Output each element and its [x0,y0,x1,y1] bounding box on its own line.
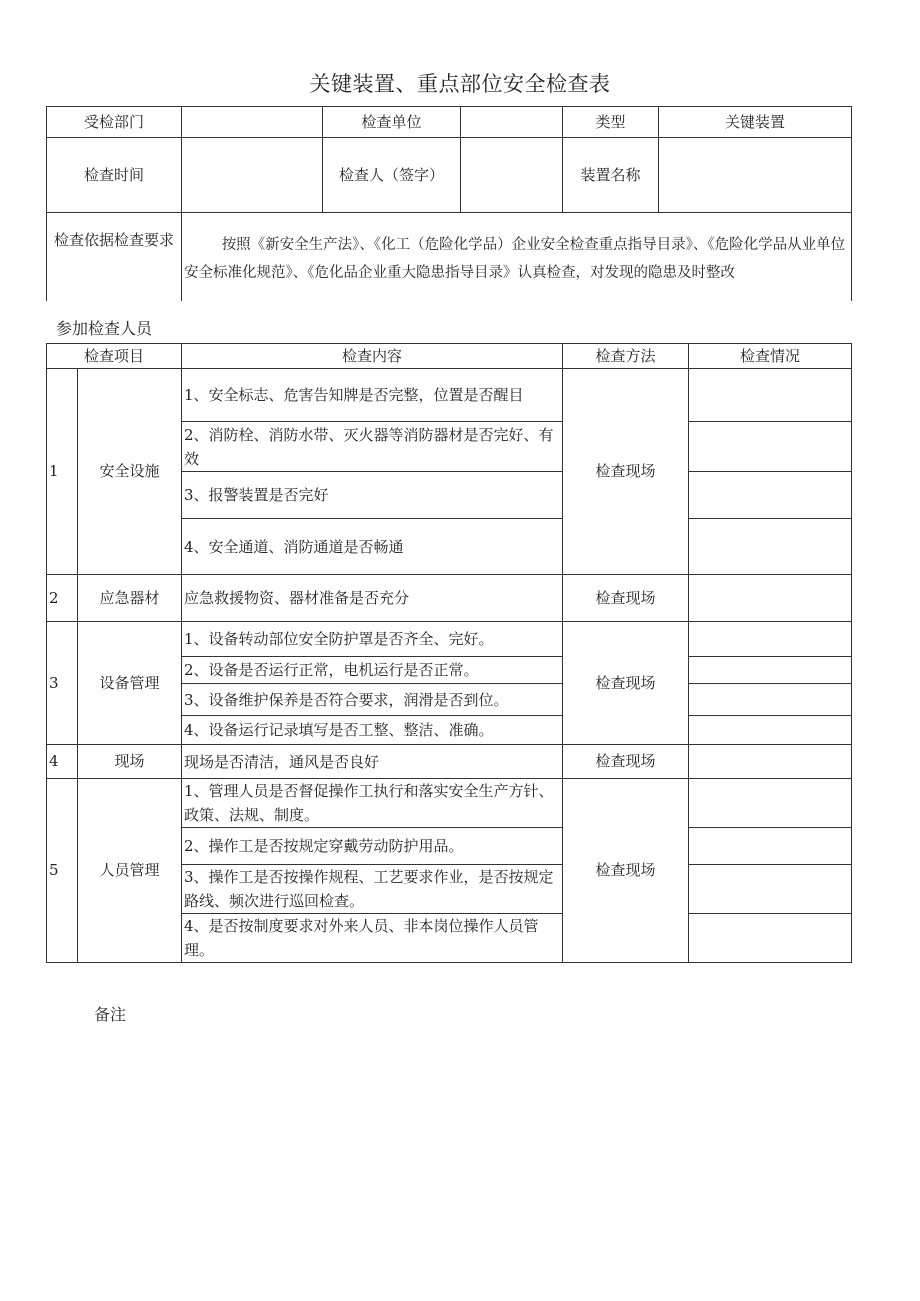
device-field[interactable] [659,138,852,213]
participants-label: 参加检查人员 [56,319,153,338]
table-row [47,369,852,422]
inspector-label: 检查人（签字） [323,138,461,213]
status-field[interactable] [689,779,852,828]
status-field[interactable] [689,519,852,575]
check-method: 检查现场 [563,745,689,779]
check-item: 现场是否清洁，通风是否良好 [182,745,563,779]
check-item: 3、报警装置是否完好 [182,472,563,519]
check-item: 4、是否按制度要求对外来人员、非本岗位操作人员管理。 [182,914,563,963]
section-name: 应急器材 [78,575,182,622]
basis-label: 检查依据检查要求 [47,213,182,302]
section-number: 2 [47,575,78,622]
check-item: 2、消防栓、消防水带、灭火器等消防器材是否完好、有效 [182,422,563,472]
section-number: 1 [47,369,78,575]
column-header-content: 检查内容 [182,344,563,369]
check-item: 1、设备转动部位安全防护罩是否齐全、完好。 [182,622,563,657]
time-label: 检查时间 [47,138,182,213]
basis-text: 按照《新安全生产法》、《化工（危险化学品）企业安全检查重点指导目录》、《危险化学品从业单位安全标准化规范》、《危化品企业重大隐患指导目录》认真检查，对发现的隐患及时整改 [182,213,852,302]
check-item: 3、设备维护保养是否符合要求，润滑是否到位。 [182,684,563,716]
check-method: 检查现场 [563,622,689,745]
check-method: 检查现场 [563,575,689,622]
check-method: 检查现场 [563,369,689,575]
status-field[interactable] [689,914,852,963]
column-header-method: 检查方法 [563,344,689,369]
check-item: 3、操作工是否按操作规程、工艺要求作业，是否按规定路线、频次进行巡回检查。 [182,865,563,914]
dept-field[interactable] [182,107,323,138]
table-row [47,779,852,828]
device-label: 装置名称 [563,138,659,213]
section-number: 5 [47,779,78,963]
status-field[interactable] [689,684,852,716]
check-item: 1、安全标志、危害告知牌是否完整，位置是否醒目 [182,369,563,422]
section-number: 3 [47,622,78,745]
type-label: 类型 [563,107,659,138]
check-item: 4、设备运行记录填写是否工整、整洁、准确。 [182,716,563,745]
table-row [47,575,852,622]
status-field[interactable] [689,657,852,684]
section-name: 人员管理 [78,779,182,963]
page-title: 关键装置、重点部位安全检查表 [309,72,611,96]
status-field[interactable] [689,422,852,472]
time-field[interactable] [182,138,323,213]
status-field[interactable] [689,575,852,622]
check-item: 应急救援物资、器材准备是否充分 [182,575,563,622]
status-field[interactable] [689,745,852,779]
status-field[interactable] [689,472,852,519]
column-header-status: 检查情况 [689,344,852,369]
check-item: 4、安全通道、消防通道是否畅通 [182,519,563,575]
status-field[interactable] [689,622,852,657]
status-field[interactable] [689,865,852,914]
section-name: 设备管理 [78,622,182,745]
section-number: 4 [47,745,78,779]
check-method: 检查现场 [563,779,689,963]
check-item: 2、设备是否运行正常，电机运行是否正常。 [182,657,563,684]
status-field[interactable] [689,828,852,865]
unit-label: 检查单位 [323,107,461,138]
status-field[interactable] [689,716,852,745]
column-header-item: 检查项目 [47,344,182,369]
dept-label: 受检部门 [47,107,182,138]
unit-field[interactable] [461,107,563,138]
status-field[interactable] [689,369,852,422]
inspection-table [46,343,852,963]
section-name: 安全设施 [78,369,182,575]
inspector-field[interactable] [461,138,563,213]
type-field[interactable]: 关键装置 [659,107,852,138]
table-row [47,745,852,779]
remark-label: 备注 [94,1005,127,1024]
header-table [46,106,852,301]
check-item: 1、管理人员是否督促操作工执行和落实安全生产方针、政策、法规、制度。 [182,779,563,828]
table-row [47,622,852,657]
section-name: 现场 [78,745,182,779]
check-item: 2、操作工是否按规定穿戴劳动防护用品。 [182,828,563,865]
